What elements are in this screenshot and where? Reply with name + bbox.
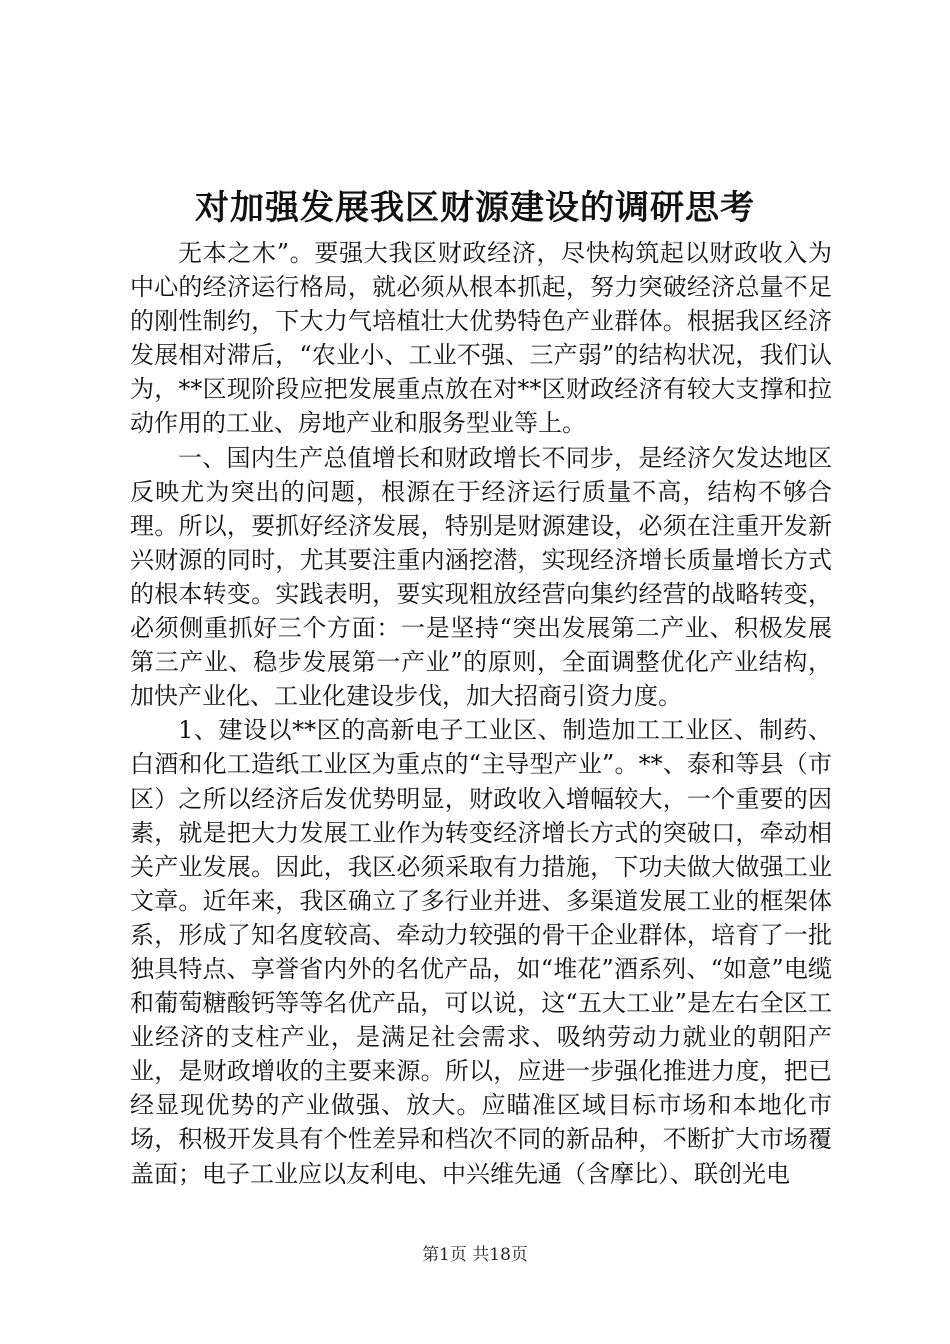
paragraph: 1、建设以**区的高新电子工业区、制造加工工业区、制药、白酒和化工造纸工业区为重点的“主导型产业”。**、泰和等县（市区）之所以经济后发优势明显，财政收入增幅较大，一个重要的因素，就是把大力发展工业作为转变经济增长方式的突破口，牵动相关产业发展。因此，我区必须采取有力措施，下功夫做大做强工业文章。近年来，我区确立了多行业并进、多渠道发展工业的框架体系，形成了知名度较高、牵动力较强的骨干企业群体，培育了一批独具特点、享誉省内外的名优产品，如“堆花”酒系列、“如意”电缆和葡萄糖酸钙等等名优产品，可以说，这“五大工业”是左右全区工业经济的支柱产业，是满足社会需求、吸纳劳动力就业的朝阳产业，是财政增收的主要来源。所以，应进一步强化推进力度，把已经显现优势的产业做强、放大。应瞄准区域目标市场和本地化市场，积极开发具有个性差异和档次不同的新品种，不断扩大市场覆盖面；电子工业应以友利电、中兴维先通（含摩比）、联创光电 [130,716,832,1188]
paragraph: 无本之木”。要强大我区财政经济，尽快构筑起以财政收入为中心的经济运行格局，就必须从根本抓起，努力突破经济总量不足的刚性制约，下大力气培植壮大优势特色产业群体。根据我区经济发展相对滞后，“农业小、工业不强、三产弱”的结构状况，我们认为，**区现阶段应把发展重点放在对**区财政经济有较大支撑和拉动作用的工业、房地产业和服务型业等上。 [130,239,832,438]
paragraph: 一、国内生产总值增长和财政增长不同步，是经济欠发达地区反映尤为突出的问题，根源在于经济运行质量不高，结构不够合理。所以，要抓好经济发展，特别是财源建设，必须在注重开发新兴财源的同时，尤其要注重内涵挖潜，实现经济增长质量增长方式的根本转变。实践表明，要实现粗放经营向集约经营的战略转变，必须侧重抓好三个方面：一是坚持“突出发展第二产业、积极发展第三产业、稳步发展第一产业”的原则，全面调整优化产业结构，加快产业化、工业化建设步伐，加大招商引资力度。 [130,443,832,711]
document-body [130,236,832,1191]
document-title: 对加强发展我区财源建设的调研思考 [195,188,755,228]
page-number-footer: 第1页 共18页 [422,1245,528,1265]
